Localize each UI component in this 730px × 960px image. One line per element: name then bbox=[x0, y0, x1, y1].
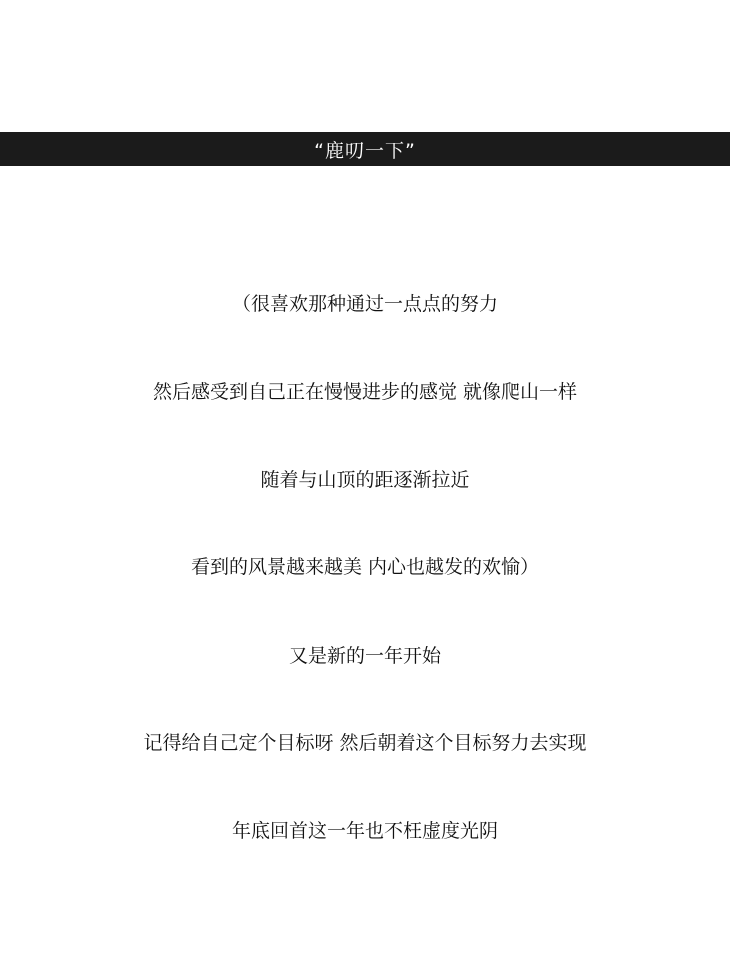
text-line: 记得给自己定个目标呀 然后朝着这个目标努力去实现 bbox=[143, 732, 587, 754]
page-title: “鹿叨一下” bbox=[314, 139, 416, 162]
text-line: （很喜欢那种通过一点点的努力 bbox=[231, 293, 498, 315]
text-line: 随着与山顶的距逐渐拉近 bbox=[260, 469, 470, 491]
text-line: 年底回首这一年也不枉虚度光阴 bbox=[231, 820, 498, 842]
text-line: 看到的风景越来越美 内心也越发的欢愉） bbox=[190, 556, 540, 578]
text-line: 又是新的一年开始 bbox=[288, 645, 441, 667]
text-line: 然后感受到自己正在慢慢进步的感觉 就像爬山一样 bbox=[152, 381, 578, 403]
title-bar bbox=[0, 132, 730, 166]
